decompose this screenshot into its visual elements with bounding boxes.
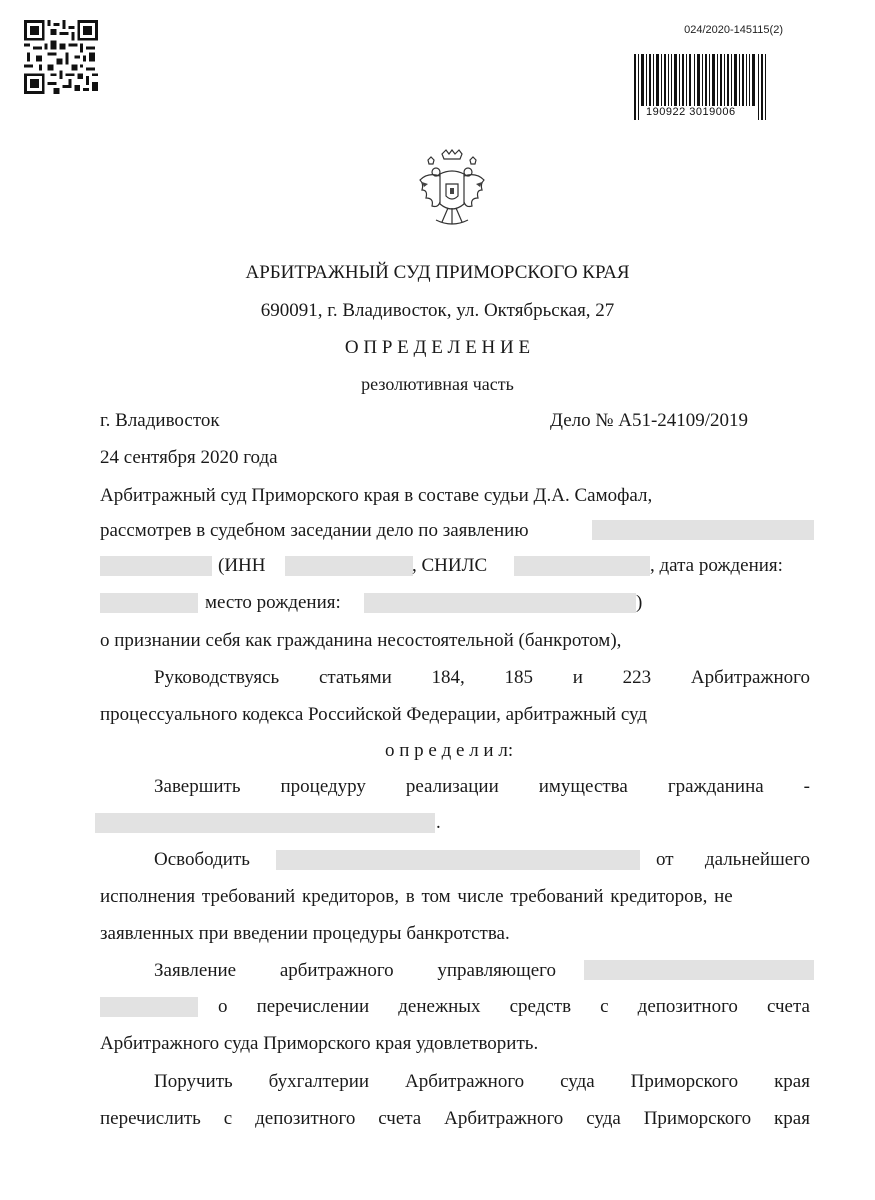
coat-of-arms-icon bbox=[412, 148, 492, 230]
city: г. Владивосток bbox=[100, 410, 220, 431]
redacted-name bbox=[276, 850, 640, 870]
document-date: 24 сентября 2020 года bbox=[100, 447, 278, 468]
redacted-name bbox=[584, 960, 814, 980]
court-name: АРБИТРАЖНЫЙ СУД ПРИМОРСКОГО КРАЯ bbox=[245, 262, 630, 283]
paragraph-release-end: заявленных при введении процедуры банкротства. bbox=[100, 923, 510, 944]
court-address: 690091, г. Владивосток, ул. Октябрьская, 27 bbox=[260, 300, 615, 321]
dob-label: , дата рождения: bbox=[650, 555, 783, 576]
paragraph-complete: Завершить процедуру реализации имущества гражданина - bbox=[154, 776, 810, 797]
paragraph-assign-cont: перечислить с депозитного счета Арбитражного суда Приморского края bbox=[100, 1108, 810, 1129]
redacted-name bbox=[592, 520, 814, 540]
paragraph-statement-end: Арбитражного суда Приморского края удовлетворить. bbox=[100, 1033, 539, 1054]
paragraph-assign: Поручить бухгалтерии Арбитражного суда Приморского края bbox=[154, 1071, 810, 1092]
redacted-inn bbox=[285, 556, 413, 576]
redacted-name bbox=[100, 997, 198, 1017]
release-word: Освободить bbox=[154, 849, 250, 870]
redacted-dob bbox=[100, 593, 198, 613]
paragraph-guided-cont: процессуального кодекса Российской Федерации, арбитражный суд bbox=[100, 704, 648, 725]
case-number: Дело № А51-24109/2019 bbox=[550, 410, 749, 431]
redacted-name bbox=[100, 556, 212, 576]
birthplace-label: место рождения: bbox=[205, 592, 341, 613]
redacted-birthplace bbox=[364, 593, 636, 613]
paragraph-guided: Руководствуясь статьями 184, 185 и 223 Арбитражного bbox=[154, 667, 810, 688]
close-paren: ) bbox=[636, 592, 643, 613]
paragraph-statement: Заявление арбитражного управляющего bbox=[154, 960, 556, 981]
barcode-number: 190922 3019006 bbox=[646, 106, 736, 118]
redacted-snils bbox=[514, 556, 650, 576]
period: . bbox=[436, 812, 441, 833]
document-number: 024/2020-145115(2) bbox=[684, 24, 783, 36]
qr-code bbox=[24, 20, 98, 94]
decided-heading: о п р е д е л и л: bbox=[385, 740, 514, 761]
paragraph-court-composition: Арбитражный суд Приморского края в составе судьи Д.А. Самофал, bbox=[100, 485, 653, 506]
snils-label: , СНИЛС bbox=[412, 555, 488, 576]
inn-label: (ИНН bbox=[218, 555, 266, 576]
paragraph-bankruptcy: о признании себя как гражданина несостоятельной (банкротом), bbox=[100, 630, 622, 651]
paragraph-statement-cont: о перечислении денежных средств с депозитного счета bbox=[218, 996, 810, 1017]
release-tail: от дальнейшего bbox=[656, 849, 810, 870]
paragraph-release-cont: исполнения требований кредиторов, в том числе требований кредиторов, не bbox=[100, 886, 733, 907]
paragraph-considering: рассмотрев в судебном заседании дело по заявлению bbox=[100, 520, 529, 541]
redacted-name bbox=[95, 813, 435, 833]
document-subtitle: резолютивная часть bbox=[361, 374, 514, 394]
document-title: О П Р Е Д Е Л Е Н И Е bbox=[344, 337, 531, 358]
